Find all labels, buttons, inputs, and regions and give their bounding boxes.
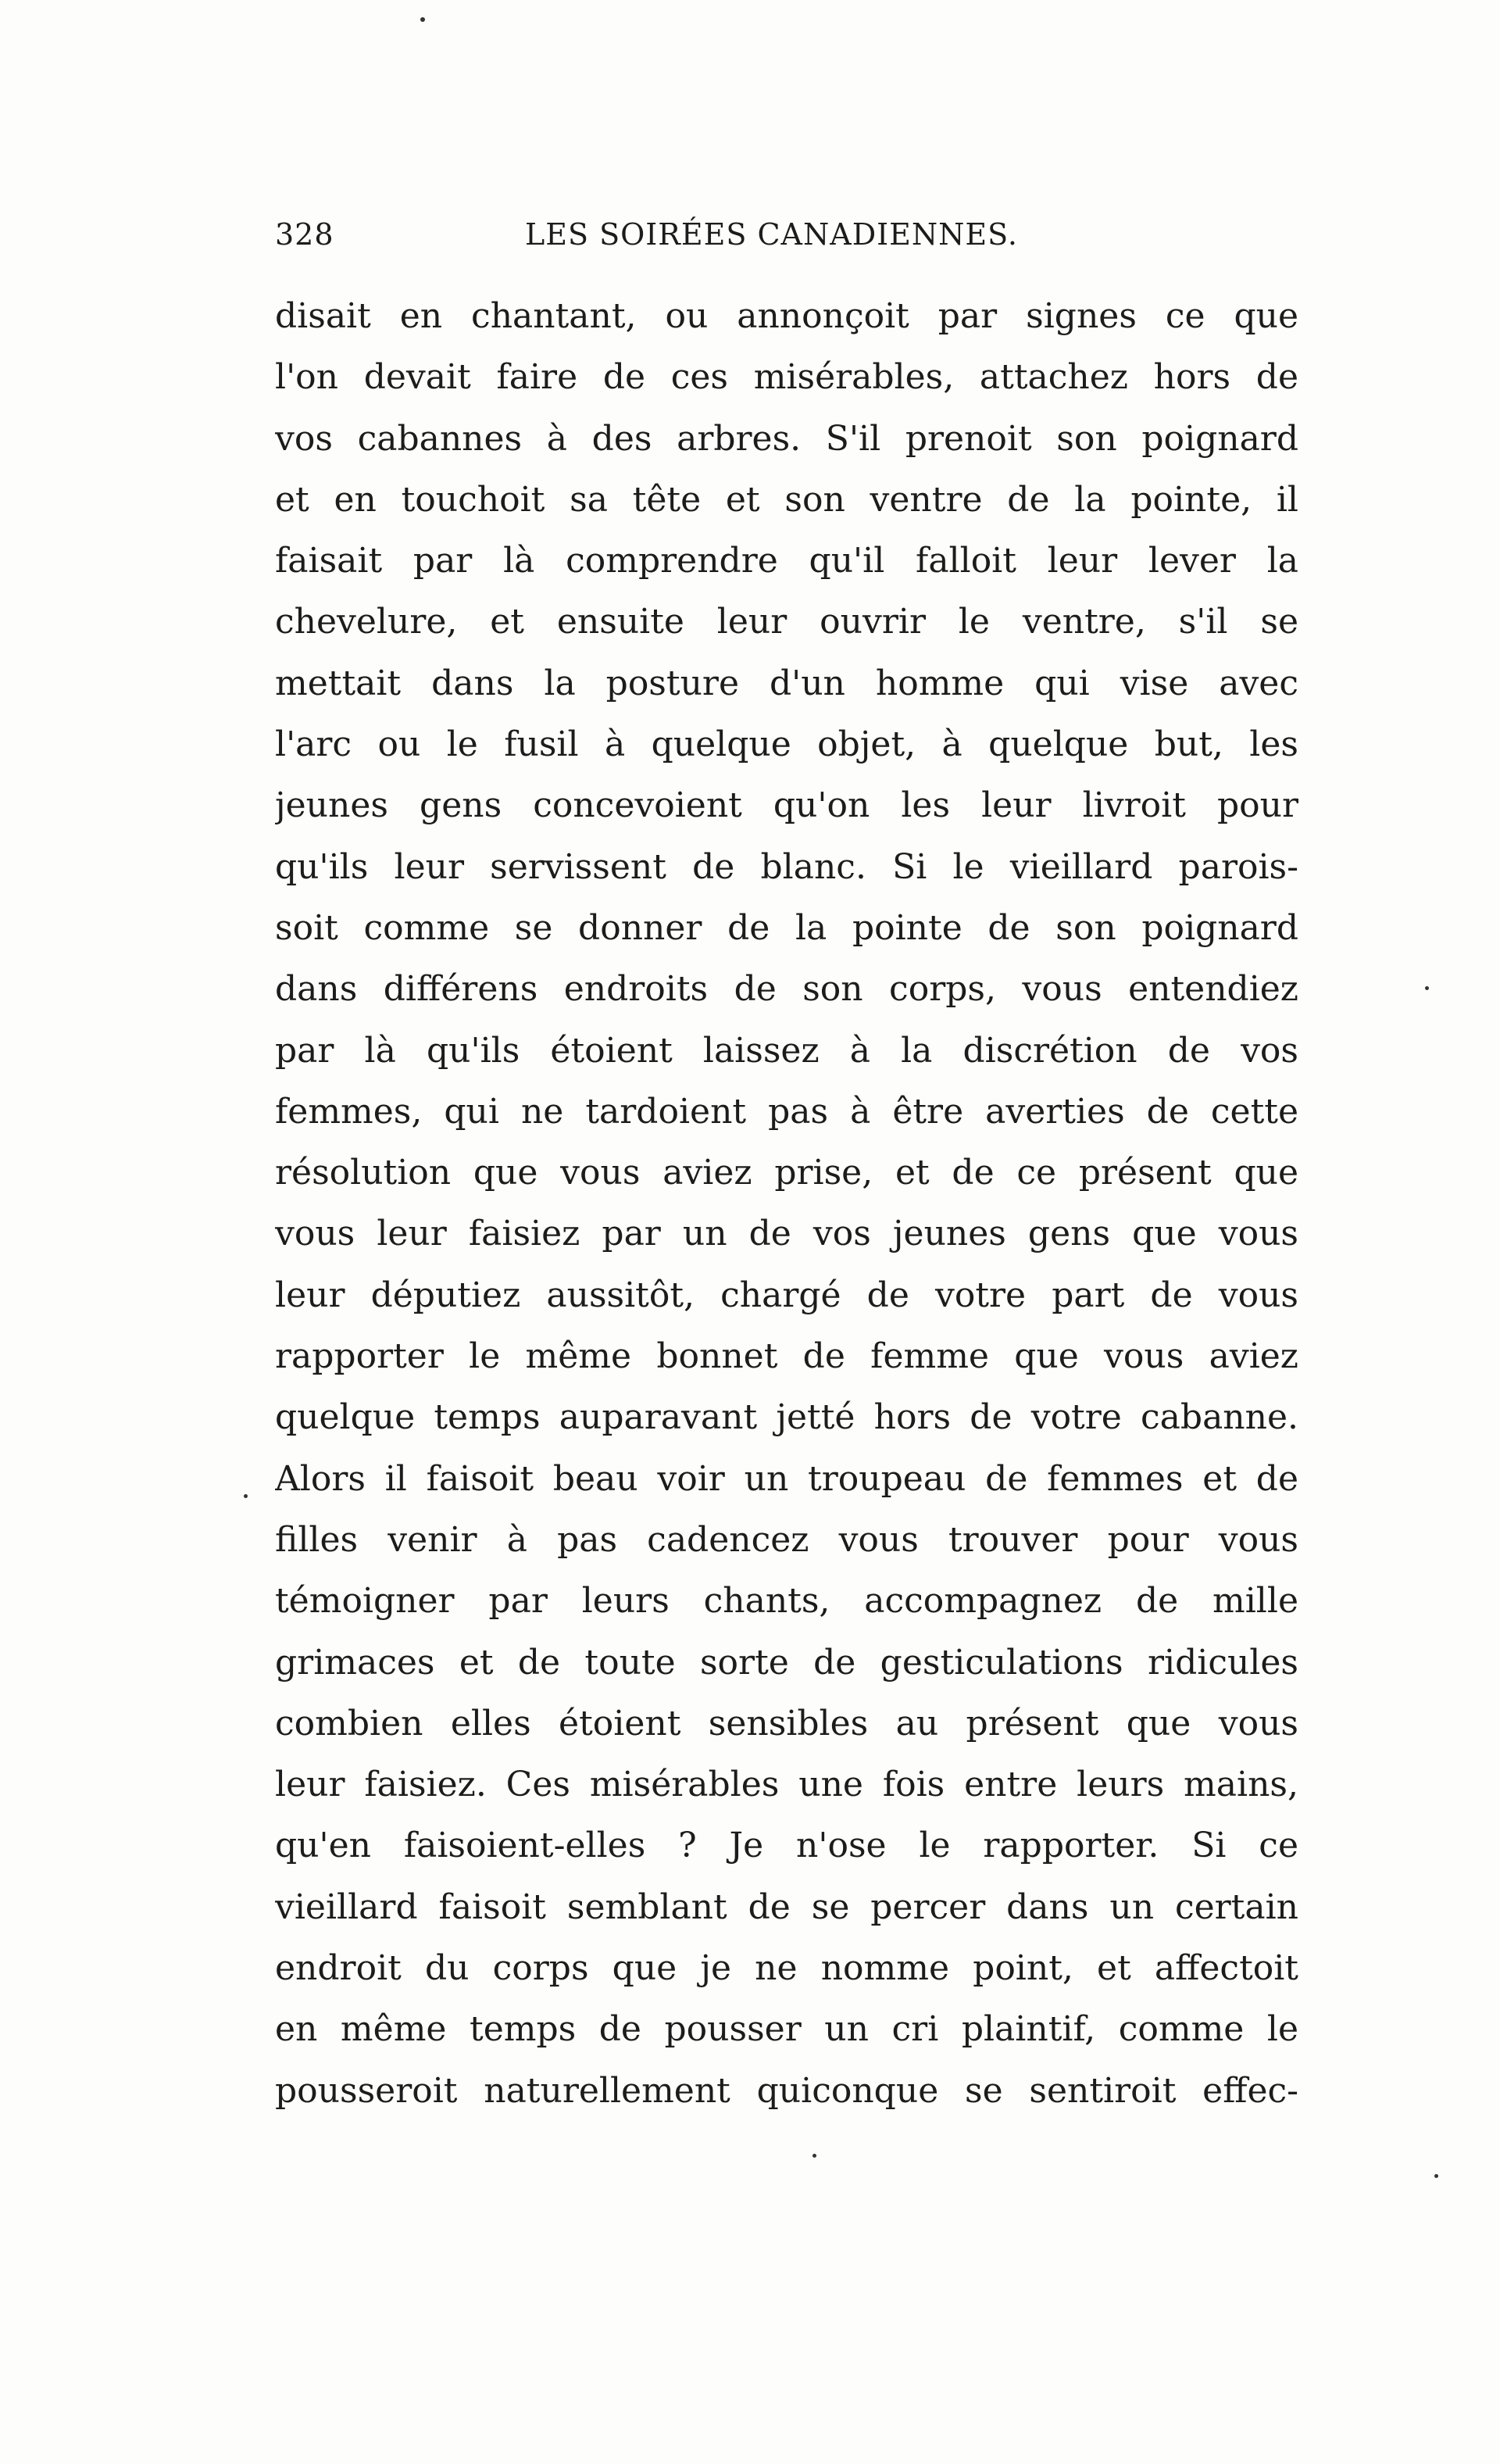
text-line: vous leur faisiez par un de vos jeunes gens que vous — [275, 1214, 1298, 1254]
text-line: dans différens endroits de son corps, vous entendiez — [275, 969, 1298, 1010]
scan-speck — [1434, 2174, 1438, 2178]
text-line: qu'en faisoient-elles ? Je n'ose le rapporter. Si ce — [275, 1826, 1298, 1866]
text-line: Alors il faisoit beau voir un troupeau de femmes et de — [275, 1458, 1298, 1499]
text-line: l'on devait faire de ces misérables, attachez hors de — [275, 357, 1298, 398]
text-line: témoigner par leurs chants, accompagnez de mille — [275, 1581, 1298, 1622]
text-line: combien elles étoient sensibles au présent que vous — [275, 1703, 1298, 1743]
text-line: endroit du corps que je ne nomme point, et affectoit — [275, 1948, 1298, 1989]
scan-speck — [420, 17, 425, 22]
scan-speck — [1425, 986, 1429, 990]
text-line: grimaces et de toute sorte de gesticulations ridicules — [275, 1642, 1298, 1683]
text-line: en même temps de pousser un cri plaintif, comme le — [275, 2009, 1298, 2050]
text-line: résolution que vous aviez prise, et de ce présent que — [275, 1153, 1298, 1193]
text-line: filles venir à pas cadencez vous trouver pour vous — [275, 1519, 1298, 1560]
text-line: faisait par là comprendre qu'il falloit leur lever la — [275, 541, 1298, 581]
page-header — [275, 217, 1298, 264]
text-line: femmes, qui ne tardoient pas à être averties de cette — [275, 1091, 1298, 1132]
text-line: par là qu'ils étoient laissez à la discrétion de vos — [275, 1030, 1298, 1071]
text-line: leur faisiez. Ces misérables une fois entre leurs mains, — [275, 1765, 1298, 1805]
scan-speck — [244, 1494, 248, 1498]
text-line: soit comme se donner de la pointe de son poignard — [275, 907, 1298, 948]
text-line: jeunes gens concevoient qu'on les leur livroit pour — [275, 785, 1298, 826]
text-line: l'arc ou le fusil à quelque objet, à quelque but, les — [275, 724, 1298, 765]
text-line: rapporter le même bonnet de femme que vous aviez — [275, 1336, 1298, 1377]
text-line: pousseroit naturellement quiconque se sentiroit effec- — [275, 2070, 1298, 2111]
body-text — [275, 286, 1298, 2122]
running-title: LES SOIRÉES CANADIENNES. — [525, 217, 1018, 252]
text-line: chevelure, et ensuite leur ouvrir le ventre, s'il se — [275, 602, 1298, 642]
text-line: et en touchoit sa tête et son ventre de la pointe, il — [275, 479, 1298, 520]
text-line: disait en chantant, ou annonçoit par signes ce que — [275, 296, 1298, 336]
text-line: leur députiez aussitôt, chargé de votre part de vous — [275, 1275, 1298, 1315]
scan-speck — [812, 2154, 816, 2158]
text-line: vos cabannes à des arbres. S'il prenoit son poignard — [275, 418, 1298, 459]
text-line: vieillard faisoit semblant de se percer dans un certain — [275, 1886, 1298, 1927]
page-number: 328 — [275, 217, 334, 252]
text-line: mettait dans la posture d'un homme qui vise avec — [275, 663, 1298, 703]
text-line: qu'ils leur servissent de blanc. Si le vieillard parois- — [275, 846, 1298, 887]
text-line: quelque temps auparavant jetté hors de votre cabanne. — [275, 1397, 1298, 1438]
